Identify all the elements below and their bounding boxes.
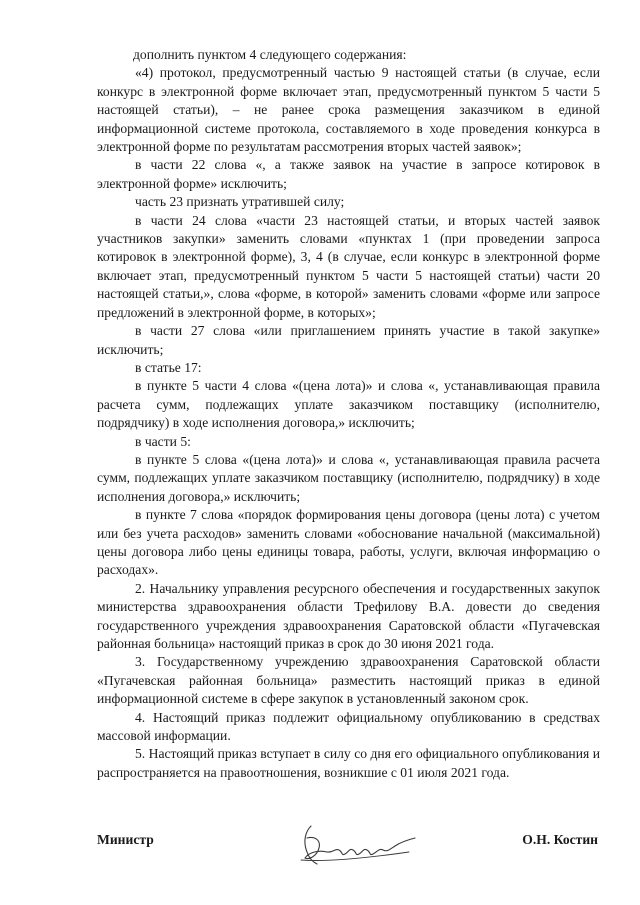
paragraph-9: в части 5: bbox=[135, 433, 191, 449]
signature-block bbox=[97, 822, 600, 872]
signatory-name: О.Н. Костин bbox=[522, 832, 598, 847]
paragraph-12: 2. Начальнику управления ресурсного обеспечения и государственных закупок министерства здравоохранения области Трефилову В.А. довести до сведения государственного учреждения здравоохранения Саратовской области «Пугачевская районная больница» настоящий приказ в срок до 30 июня 2021 года. bbox=[97, 580, 600, 651]
paragraph-1: дополнить пунктом 4 следующего содержания: bbox=[133, 47, 407, 62]
paragraph-11: в пункте 7 слова «порядок формирования цены договора (цены лота) с учетом или без учета расходов» заменить словами «обоснование начальной (максимальной) цены договора либо цены единицы товара, работы, услуги, включая информацию о расходах». bbox=[97, 507, 600, 578]
paragraph-14: 4. Настоящий приказ подлежит официальному опубликованию в средствах массовой информации. bbox=[97, 709, 600, 744]
paragraph-3: в части 22 слова «, а также заявок на участие в запросе котировок в электронной форме» исключить; bbox=[97, 157, 600, 191]
paragraph-10: в пункте 5 слова «(цена лота)» и слова «, устанавливающая правила расчета сумм, подлежащих уплате заказчиком поставщику (исполнителю, подрядчику) в ходе исполнения договора,» исключить; bbox=[97, 451, 600, 504]
paragraph-15: 5. Настоящий приказ вступает в силу со дня его официального опубликования и распространяется на правоотношения, возникшие с 01 июля 2021 года. bbox=[97, 746, 600, 780]
paragraph-2: «4) протокол, предусмотренный частью 9 настоящей статьи (в случае, если конкурс в электронной форме включает этап, предусмотренный пунктом 5 части 5 настоящей статьи), – не ранее срока размещения заказчиком в единой информационной системе протокола, составляемого в ходе проведения конкурса в электронной форме по результатам рассмотрения вторых частей заявок»; bbox=[97, 65, 600, 155]
paragraph-6: в части 27 слова «или приглашением принять участие в такой закупке» исключить; bbox=[97, 323, 600, 357]
handwritten-signature bbox=[297, 822, 427, 870]
paragraph-8: в пункте 5 части 4 слова «(цена лота)» и слова «, устанавливающая правила расчета сумм, подлежащих уплате заказчиком поставщику (исполнителю, подрядчику) в ходе исполнения договора,» исключить; bbox=[97, 378, 600, 431]
paragraph-4: часть 23 признать утратившей силу; bbox=[135, 194, 345, 210]
paragraph-5: в части 24 слова «части 23 настоящей статьи, и вторых частей заявок участников закупки» заменить словами «пунктах 1 (при проведении запроса котировок в электронной форме), 3, 4 (в случае, если конкурс в электронной форме включает этап, предусмотренный пунктом 5 части 5 настоящей статьи) части 20 настоящей статьи,», слова «форме, в которой» заменить словами «форме или запросе предложений в электронной форме, в которых»; bbox=[97, 212, 600, 320]
document-body bbox=[97, 46, 600, 782]
paragraph-13: 3. Государственному учреждению здравоохранения Саратовской области «Пугачевская районная больница» разместить настоящий приказ в единой информационной системе в сфере закупок в установленный законом срок. bbox=[97, 654, 600, 707]
paragraph-7: в статье 17: bbox=[135, 359, 202, 375]
signatory-title: Министр bbox=[97, 832, 154, 847]
